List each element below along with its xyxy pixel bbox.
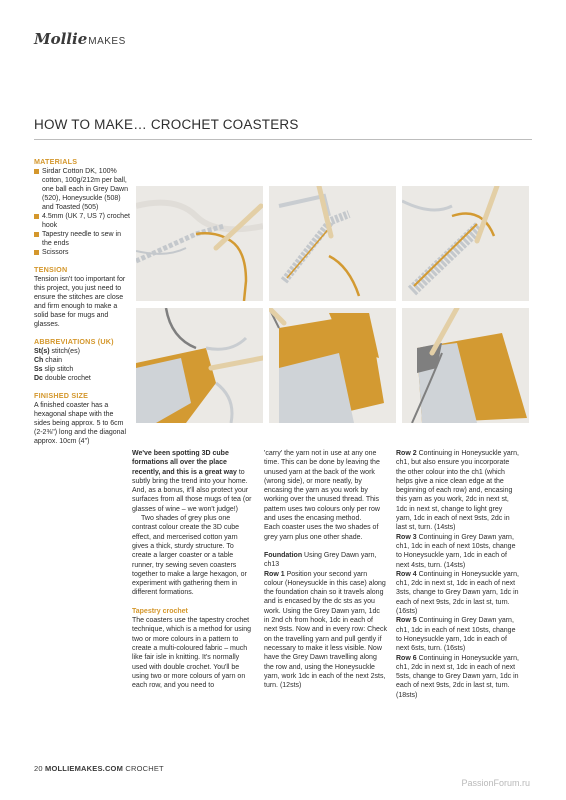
bullet-square-icon xyxy=(34,169,39,174)
subheading-tapestry-crochet: Tapestry crochet xyxy=(132,607,188,615)
text-column-2 xyxy=(264,449,387,690)
pattern-row: Row 2 Continuing in Honeysuckle yarn, ch1, but also ensure you incorporate the other colour into the ch1 (which helps give a nice clean edge at the beginning of each row) and, encasing this yarn as you work, 2dc in next st, 1dc in next st, change to light grey yarn, 1dc in each of next 9sts, 2dc in last st, turn. (14sts) xyxy=(396,450,519,532)
step-photo-row-three xyxy=(136,308,263,423)
pattern-row: Row 3 Continuing in Grey Dawn yarn, ch1, 1dc in each of next 10sts, change to Honeysuckle yarn, 1dc in each of next 4sts, turn. (14sts) xyxy=(396,533,516,569)
brand-caps: MAKES xyxy=(88,36,126,47)
step-photo-row-four xyxy=(269,308,396,423)
pattern-row: Foundation Using Grey Dawn yarn, ch13 xyxy=(264,551,377,569)
brand-logo xyxy=(34,30,126,48)
page-number: 20 xyxy=(34,764,43,773)
materials-item: Tapestry needle to sew in the ends xyxy=(34,230,130,248)
pattern-row: Row 5 Continuing in Grey Dawn yarn, ch1, 1dc in each of next 10sts, change to Honeysuckle yarn, 1dc in each of next 6sts, turn. (16sts) xyxy=(396,617,516,653)
page-title: HOW TO MAKE… CROCHET COASTERS xyxy=(34,117,299,132)
heading-divider xyxy=(34,139,532,140)
bullet-square-icon xyxy=(34,232,39,237)
step-photo-foundation-chain xyxy=(136,186,263,301)
paragraph: 'carry' the yarn not in use at any one time. This can be done by leaving the unused yarn at the back of the work (wrong side), or more neatly, by encasing the yarn as you work by working over the unused thread. This pattern uses two colours only per row and uses the encasing method. xyxy=(264,450,380,523)
footer-section: CROCHET xyxy=(125,764,164,773)
photo-grid xyxy=(136,186,530,456)
finished-size-title: FINISHED SIZE xyxy=(34,391,89,400)
finished-size-text: A finished coaster has a hexagonal shape with the sides being approx. 5 to 6cm (2-2⅜") long and the diagonal approx. 10cm (4") xyxy=(34,402,126,445)
paragraph: Two shades of grey plus one contrast colour create the 3D cube effect, and mercerised cotton yarn gives a thick, sturdy structure. To create a larger coaster or a table runner, try sewing seven coasters together to make a large hexagon, or experiment with gathering them in different formations. xyxy=(132,515,247,597)
paragraph: The coasters use the tapestry crochet technique, which is a method for using two or more colours in a pattern to create a multi-coloured fabric – much like fair isle in knitting. It's normally used with double crochet. You'll be using two or more colours of yarn on each row, and you need to xyxy=(132,617,252,690)
step-photo-row-two xyxy=(402,186,529,301)
abbreviation-item: Ss slip stitch xyxy=(34,366,74,373)
paragraph: Each coaster uses the two shades of grey yarn plus one other shade. xyxy=(264,524,379,541)
abbreviation-item: St(s) stitch(es) xyxy=(34,348,80,355)
text-column-3 xyxy=(396,449,519,700)
pattern-row: Row 6 Continuing in Honeysuckle yarn, ch1, 2dc in next st, 1dc in each of next 5sts, change to Grey Dawn yarn, 1dc in each of next 9sts, 2dc in last st, turn. (18sts) xyxy=(396,654,519,699)
materials-title: MATERIALS xyxy=(34,157,78,166)
abbreviation-item: Dc double crochet xyxy=(34,375,91,382)
tension-title: TENSION xyxy=(34,265,68,274)
page-footer xyxy=(34,764,164,773)
materials-item: Sirdar Cotton DK, 100% cotton, 100g/212m per ball, one ball each in Grey Dawn (520), Honeysuckle (508) and Toasted (505) xyxy=(34,167,130,212)
bullet-square-icon xyxy=(34,214,39,219)
watermark: PassionForum.ru xyxy=(461,778,530,788)
abbreviations-title: ABBREVIATIONS (UK) xyxy=(34,337,114,346)
materials-item: 4.5mm (UK 7, US 7) crochet hook xyxy=(34,212,130,230)
step-photo-row-one xyxy=(269,186,396,301)
abbreviation-item: Ch chain xyxy=(34,357,63,364)
brand-script: Mollie xyxy=(34,30,88,48)
sidebar xyxy=(34,157,130,446)
text-column-1 xyxy=(132,449,255,690)
footer-site: MOLLIEMAKES.COM xyxy=(45,764,124,773)
step-photo-row-five xyxy=(402,308,529,423)
intro-paragraph: We've been spotting 3D cube formations all over the place recently, and this is a great way to subtly bring the trend into your home. And, as a bonus, it'll also protect your surfaces from all those mugs of tea (or glasses of wine – we won't judge!) xyxy=(132,450,252,513)
pattern-row: Row 4 Continuing in Honeysuckle yarn, ch1, 2dc in next st, 1dc in each of next 3sts, change to Grey Dawn yarn, 1dc in each of next 9sts, 2dc in last st, turn. (16sts) xyxy=(396,570,519,616)
pattern-row: Row 1 Position your second yarn colour (Honeysuckle in this case) along the foundation chain so it travels along and is encased by the dc sts as you work. Using the Grey Dawn yarn, 1dc in 2nd ch from hook, 1dc in each of next 9sts. Now and in every row: Check on the travelling yarn and pull gently if necessary to make it less visible. Now have the Grey Dawn travelling along the row and, using the Honeysuckle yarn, work 1dc in each of the next 2sts, turn. (12sts) xyxy=(264,570,387,690)
tension-text: Tension isn't too important for this project, you just need to ensure the stitches are close and firm enough to make a solid base for mugs and glasses. xyxy=(34,276,126,328)
materials-item: Scissors xyxy=(34,248,130,257)
bullet-square-icon xyxy=(34,250,39,255)
